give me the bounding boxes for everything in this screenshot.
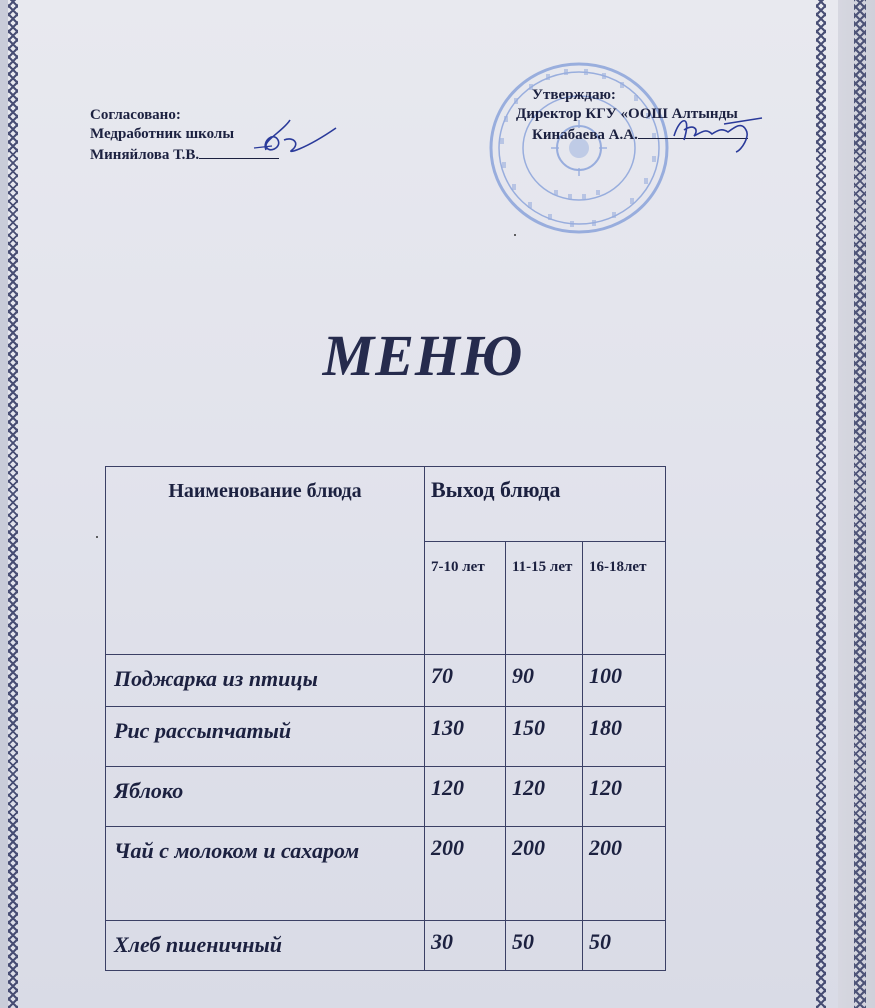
portion-value: 120	[425, 767, 506, 827]
header-age-group: 11-15 лет	[506, 542, 583, 655]
portion-value: 50	[506, 921, 583, 971]
dish-name: Яблоко	[106, 767, 425, 827]
dish-name: Рис рассыпчатый	[106, 707, 425, 767]
portion-value: 50	[583, 921, 666, 971]
menu-table	[105, 466, 666, 971]
table-row	[106, 655, 666, 707]
table-row	[106, 767, 666, 827]
approved-heading: Утверждаю:	[532, 87, 616, 103]
handwritten-signature-right	[666, 106, 766, 156]
dish-name: Чай с молоком и сахаром	[106, 827, 425, 921]
portion-value: 180	[583, 707, 666, 767]
handwritten-signature-left	[244, 110, 339, 165]
agreed-person: Миняйлова Т.В.	[90, 144, 279, 165]
header-output: Выход блюда	[425, 467, 666, 542]
page-title: МЕНЮ	[322, 323, 524, 388]
table-row	[106, 707, 666, 767]
background-strip	[838, 0, 875, 1008]
paper-speck	[514, 234, 516, 236]
table-row	[106, 827, 666, 921]
portion-value: 30	[425, 921, 506, 971]
portion-value: 100	[583, 655, 666, 707]
official-stamp	[484, 58, 674, 238]
dish-name: Поджарка из птицы	[106, 655, 425, 707]
portion-value: 200	[583, 827, 666, 921]
header-dish-name: Наименование блюда	[106, 467, 425, 655]
portion-value: 130	[425, 707, 506, 767]
table-row	[106, 921, 666, 971]
decorative-border-left	[8, 0, 18, 1008]
header-age-group: 16-18лет	[583, 542, 666, 655]
portion-value: 90	[506, 655, 583, 707]
menu-document	[8, 0, 838, 1008]
approved-position: Директор КГУ «ООШ Алтынды	[516, 106, 738, 122]
portion-value: 150	[506, 707, 583, 767]
portion-value: 200	[425, 827, 506, 921]
approved-person: Кинабаева А.А.	[516, 124, 748, 145]
portion-value: 120	[506, 767, 583, 827]
portion-value: 70	[425, 655, 506, 707]
decorative-border-pattern	[854, 0, 866, 1008]
decorative-border-right	[816, 0, 826, 1008]
portion-value: 120	[583, 767, 666, 827]
portion-value: 200	[506, 827, 583, 921]
dish-name: Хлеб пшеничный	[106, 921, 425, 971]
paper-speck	[96, 536, 98, 538]
agreed-heading: Согласовано:	[90, 107, 181, 123]
header-age-group: 7-10 лет	[425, 542, 506, 655]
agreed-position: Медработник школы	[90, 126, 235, 142]
